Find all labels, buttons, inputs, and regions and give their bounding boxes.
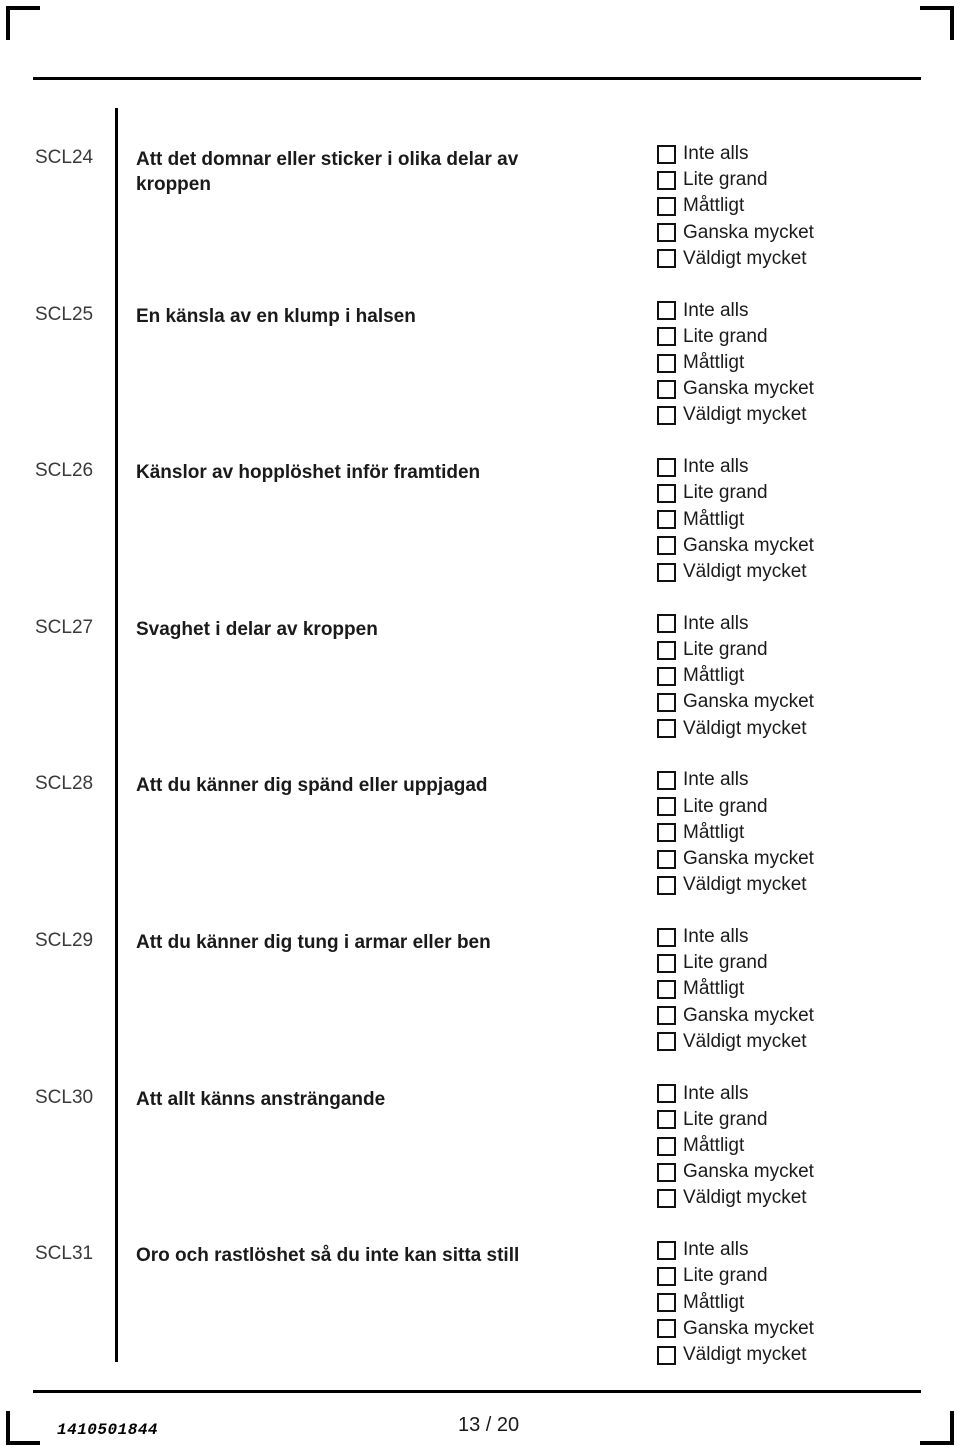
question-item — [0, 453, 960, 610]
answer-option[interactable] — [657, 611, 814, 637]
checkbox[interactable] — [657, 1319, 676, 1338]
question-item — [0, 610, 960, 767]
checkbox[interactable] — [657, 1032, 676, 1051]
question-text: Oro och rastlöshet så du inte kan sitta still — [136, 1245, 520, 1267]
question-code: SCL28 — [35, 773, 94, 795]
answer-option[interactable] — [657, 1185, 814, 1211]
option-label: Måttligt — [683, 665, 745, 687]
option-label: Ganska mycket — [683, 378, 814, 400]
option-label: Ganska mycket — [683, 1317, 814, 1339]
answer-option[interactable] — [657, 924, 814, 950]
question-code: SCL29 — [35, 929, 94, 951]
question-code: SCL30 — [35, 1086, 94, 1108]
option-label: Inte alls — [683, 769, 749, 791]
answer-option[interactable] — [657, 559, 814, 585]
checkbox[interactable] — [657, 850, 676, 869]
answer-options — [657, 611, 814, 742]
question-text: Svaghet i delar av kroppen — [136, 618, 378, 640]
checkbox[interactable] — [657, 1293, 676, 1312]
checkbox[interactable] — [657, 876, 676, 895]
checkbox[interactable] — [657, 563, 676, 582]
checkbox[interactable] — [657, 354, 676, 373]
question-item — [0, 1236, 960, 1393]
question-code: SCL27 — [35, 616, 94, 638]
question-item — [0, 297, 960, 454]
option-label: Måttligt — [683, 1135, 745, 1157]
answer-option[interactable] — [657, 716, 814, 742]
checkbox[interactable] — [657, 928, 676, 947]
option-label: Måttligt — [683, 978, 745, 1000]
answer-option[interactable] — [657, 376, 814, 402]
checkbox[interactable] — [657, 145, 676, 164]
question-code: SCL25 — [35, 303, 94, 325]
answer-option[interactable] — [657, 1237, 814, 1263]
option-label: Ganska mycket — [683, 1161, 814, 1183]
option-label: Måttligt — [683, 352, 745, 374]
checkbox[interactable] — [657, 823, 676, 842]
option-label: Inte alls — [683, 456, 749, 478]
option-label: Väldigt mycket — [683, 1344, 807, 1365]
option-label: Ganska mycket — [683, 1004, 814, 1026]
page-number: 13 / 20 — [458, 1414, 520, 1436]
checkbox[interactable] — [657, 667, 676, 686]
answer-option[interactable] — [657, 298, 814, 324]
corner-mark-bottom-right — [920, 1411, 954, 1445]
answer-options — [657, 454, 814, 585]
answer-option[interactable] — [657, 167, 814, 193]
option-label: Ganska mycket — [683, 221, 814, 243]
option-label: Lite grand — [683, 795, 768, 817]
option-label: Väldigt mycket — [683, 1030, 807, 1052]
answer-option[interactable] — [657, 1159, 814, 1185]
answer-options — [657, 767, 814, 898]
question-code: SCL31 — [35, 1243, 94, 1265]
checkbox[interactable] — [657, 1006, 676, 1025]
option-label: Väldigt mycket — [683, 561, 807, 583]
answer-option[interactable] — [657, 1263, 814, 1289]
question-text: Känslor av hopplöshet inför framtiden — [136, 462, 481, 484]
checkbox[interactable] — [657, 510, 676, 529]
checkbox[interactable] — [657, 980, 676, 999]
answer-option[interactable] — [657, 820, 814, 846]
answer-option[interactable] — [657, 1003, 814, 1029]
checkbox[interactable] — [657, 458, 676, 477]
answer-options — [657, 1237, 814, 1368]
answer-option[interactable] — [657, 976, 814, 1002]
checkbox[interactable] — [657, 1189, 676, 1208]
question-item — [0, 766, 960, 923]
option-label: Ganska mycket — [683, 848, 814, 870]
option-label: Måttligt — [683, 821, 745, 843]
answer-option[interactable] — [657, 1342, 814, 1368]
question-list — [0, 140, 960, 1393]
question-code: SCL24 — [35, 147, 94, 168]
answer-options — [657, 298, 814, 429]
checkbox[interactable] — [657, 249, 676, 268]
answer-option[interactable] — [657, 872, 814, 898]
question-text: Att det domnar eller sticker i olika delar av kroppen — [136, 149, 519, 195]
option-label: Måttligt — [683, 195, 745, 217]
checkbox[interactable] — [657, 1346, 676, 1365]
top-divider — [33, 77, 921, 80]
checkbox[interactable] — [657, 1267, 676, 1286]
answer-option[interactable] — [657, 480, 814, 506]
checkbox[interactable] — [657, 536, 676, 555]
checkbox[interactable] — [657, 797, 676, 816]
option-label: Lite grand — [683, 325, 768, 347]
checkbox[interactable] — [657, 1110, 676, 1129]
option-label: Väldigt mycket — [683, 404, 807, 426]
answer-option[interactable] — [657, 402, 814, 428]
checkbox[interactable] — [657, 484, 676, 503]
checkbox[interactable] — [657, 1084, 676, 1103]
option-label: Inte alls — [683, 926, 749, 948]
answer-option[interactable] — [657, 193, 814, 219]
option-label: Inte alls — [683, 299, 749, 321]
answer-option[interactable] — [657, 846, 814, 872]
question-item — [0, 140, 960, 297]
question-text: En känsla av en klump i halsen — [136, 305, 416, 327]
answer-option[interactable] — [657, 246, 814, 272]
question-item — [0, 1080, 960, 1237]
option-label: Väldigt mycket — [683, 717, 807, 739]
answer-option[interactable] — [657, 1081, 814, 1107]
answer-option[interactable] — [657, 454, 814, 480]
answer-option[interactable] — [657, 1029, 814, 1055]
option-label: Inte alls — [683, 143, 749, 165]
option-label: Ganska mycket — [683, 691, 814, 713]
checkbox[interactable] — [657, 1137, 676, 1156]
option-label: Lite grand — [683, 482, 768, 504]
option-label: Väldigt mycket — [683, 247, 807, 269]
corner-mark-top-left — [6, 6, 40, 40]
question-item — [0, 923, 960, 1080]
checkbox[interactable] — [657, 693, 676, 712]
answer-options — [657, 1081, 814, 1212]
checkbox[interactable] — [657, 719, 676, 738]
checkbox[interactable] — [657, 641, 676, 660]
checkbox[interactable] — [657, 406, 676, 425]
option-label: Väldigt mycket — [683, 874, 807, 896]
option-label: Lite grand — [683, 639, 768, 661]
answer-option[interactable] — [657, 507, 814, 533]
question-code: SCL26 — [35, 460, 94, 482]
checkbox[interactable] — [657, 380, 676, 399]
option-label: Måttligt — [683, 1291, 745, 1313]
answer-option[interactable] — [657, 533, 814, 559]
checkbox[interactable] — [657, 1241, 676, 1260]
checkbox[interactable] — [657, 301, 676, 320]
answer-option[interactable] — [657, 794, 814, 820]
answer-options — [657, 924, 814, 1055]
checkbox[interactable] — [657, 954, 676, 973]
question-text: Att du känner dig spänd eller uppjagad — [136, 775, 488, 797]
answer-option[interactable] — [657, 1107, 814, 1133]
answer-option[interactable] — [657, 220, 814, 246]
option-label: Ganska mycket — [683, 534, 814, 556]
corner-mark-bottom-left — [6, 1411, 40, 1445]
answer-option[interactable] — [657, 1133, 814, 1159]
question-text: Att du känner dig tung i armar eller ben — [136, 931, 491, 953]
form-id: 1410501844 — [57, 1421, 159, 1439]
bottom-divider — [33, 1390, 921, 1393]
checkbox[interactable] — [657, 327, 676, 346]
checkbox[interactable] — [657, 223, 676, 242]
answer-option[interactable] — [657, 663, 814, 689]
option-label: Lite grand — [683, 1265, 768, 1287]
checkbox[interactable] — [657, 771, 676, 790]
checkbox[interactable] — [657, 197, 676, 216]
answer-option[interactable] — [657, 350, 814, 376]
option-label: Inte alls — [683, 1082, 749, 1104]
answer-option[interactable] — [657, 689, 814, 715]
checkbox[interactable] — [657, 1163, 676, 1182]
option-label: Lite grand — [683, 952, 768, 974]
corner-mark-top-right — [920, 6, 954, 40]
answer-option[interactable] — [657, 950, 814, 976]
checkbox[interactable] — [657, 171, 676, 190]
checkbox[interactable] — [657, 614, 676, 633]
answer-option[interactable] — [657, 637, 814, 663]
option-label: Lite grand — [683, 1108, 768, 1130]
answer-option[interactable] — [657, 1290, 814, 1316]
answer-option[interactable] — [657, 324, 814, 350]
option-label: Väldigt mycket — [683, 1187, 807, 1209]
answer-option[interactable] — [657, 141, 814, 167]
option-label: Måttligt — [683, 508, 745, 530]
answer-options — [657, 141, 814, 272]
question-text: Att allt känns ansträngande — [136, 1088, 386, 1110]
option-label: Inte alls — [683, 1239, 749, 1261]
answer-option[interactable] — [657, 767, 814, 793]
option-label: Lite grand — [683, 169, 768, 191]
answer-option[interactable] — [657, 1316, 814, 1342]
option-label: Inte alls — [683, 612, 749, 634]
